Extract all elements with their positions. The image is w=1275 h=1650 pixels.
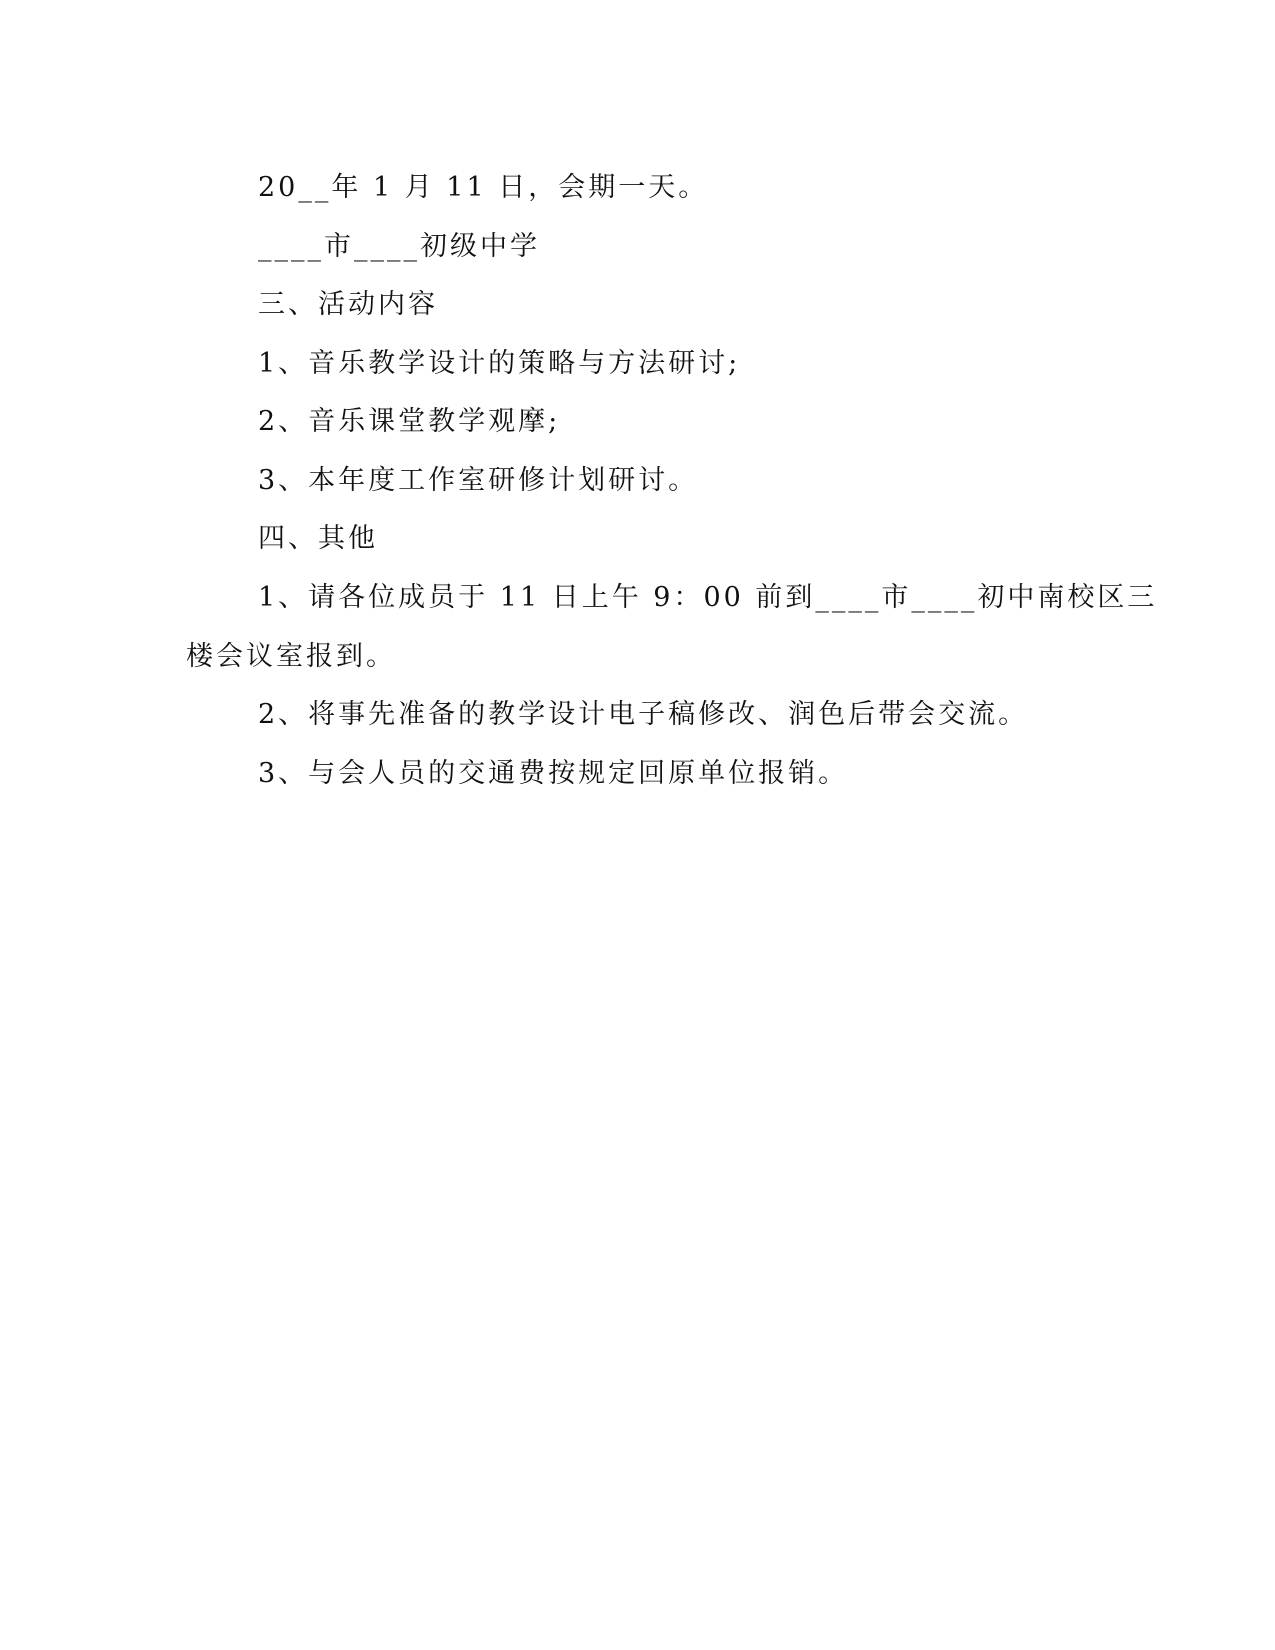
activity-item-3: 3、本年度工作室研修计划研讨。 [258,465,699,496]
date-line: 20__年 1 月 11 日，会期一天。 [258,172,709,203]
other-item-3: 3、与会人员的交通费按规定回原单位报销。 [258,758,849,789]
section-heading-activity-content: 三、活动内容 [258,289,438,320]
location-line: ____市____初级中学 [258,231,540,262]
other-item-1-continued: 楼会议室报到。 [186,641,396,672]
section-heading-other: 四、其他 [258,523,378,554]
other-item-2: 2、将事先准备的教学设计电子稿修改、润色后带会交流。 [258,699,1029,730]
other-item-1: 1、请各位成员于 11 日上午 9：00 前到____市____初中南校区三 [258,582,1158,613]
activity-item-1: 1、音乐教学设计的策略与方法研讨; [258,348,741,379]
activity-item-2: 2、音乐课堂教学观摩; [258,406,561,437]
